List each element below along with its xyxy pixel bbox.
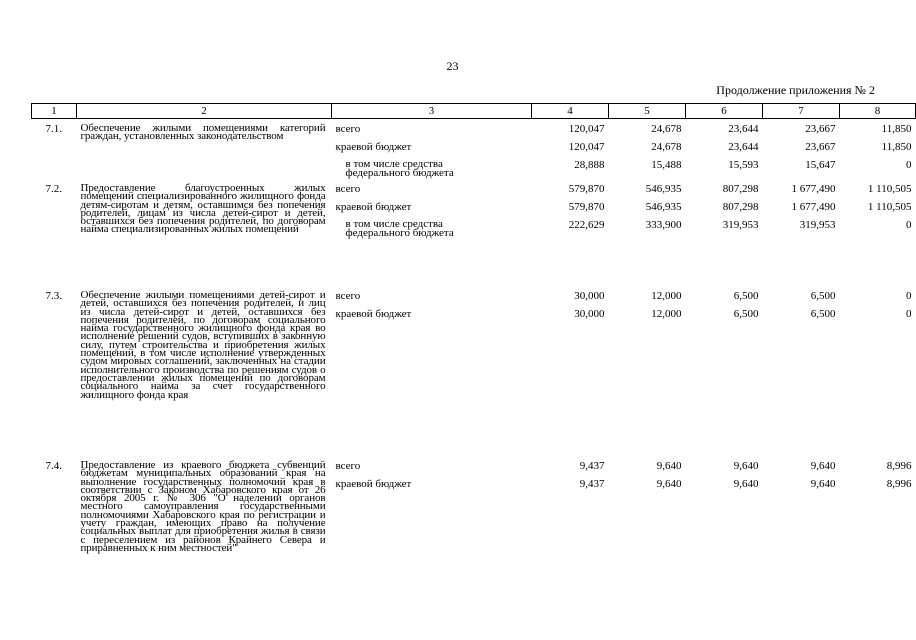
value: 120,047 xyxy=(568,123,605,135)
column-header: 2 xyxy=(77,104,332,119)
column-header: 7 xyxy=(763,104,840,119)
funding-source-label: краевой бюджет xyxy=(335,308,412,320)
column-header: 3 xyxy=(332,104,532,119)
value: 579,870 xyxy=(568,183,605,195)
value: 1 677,490 xyxy=(791,183,836,195)
value: 546,935 xyxy=(645,201,682,213)
value: 0 xyxy=(906,219,912,231)
value: 0 xyxy=(906,308,912,320)
value-cell-col5 xyxy=(609,456,686,611)
value: 11,850 xyxy=(881,123,912,135)
funding-source-label: в том числе средства федерального бюджета xyxy=(345,158,454,179)
funding-source-cell xyxy=(332,286,532,456)
value-cell-col6 xyxy=(686,179,763,286)
value: 23,667 xyxy=(805,123,836,135)
value-cell-col6 xyxy=(686,119,763,180)
value-cell-col8 xyxy=(840,286,916,456)
value: 8,996 xyxy=(886,478,912,490)
value: 28,888 xyxy=(574,159,605,171)
table-row xyxy=(32,119,916,180)
value-cell-col5 xyxy=(609,179,686,286)
item-description: Обеспечение жилыми помещениями категорий граждан, установленных законодательством xyxy=(80,122,326,143)
column-number-header-row xyxy=(32,104,916,119)
appendix-continuation-label: Продолжение приложения № 2 xyxy=(716,83,875,97)
column-header: 1 xyxy=(32,104,77,119)
value: 1 677,490 xyxy=(791,201,836,213)
value: 30,000 xyxy=(574,290,605,302)
value: 120,047 xyxy=(568,141,605,153)
value: 23,667 xyxy=(805,141,836,153)
value-cell-col5 xyxy=(609,286,686,456)
value: 807,298 xyxy=(722,201,759,213)
value-cell-col6 xyxy=(686,456,763,611)
value: 9,640 xyxy=(810,478,836,490)
value: 23,644 xyxy=(728,123,759,135)
value: 15,488 xyxy=(651,159,682,171)
value: 6,500 xyxy=(733,308,759,320)
value: 30,000 xyxy=(574,308,605,320)
value-cell-col6 xyxy=(686,286,763,456)
page-number: 23 xyxy=(446,59,459,73)
value-cell-col4 xyxy=(532,179,609,286)
value-cell-col7 xyxy=(763,456,840,611)
value: 24,678 xyxy=(651,123,682,135)
table-row xyxy=(32,286,916,456)
value: 24,678 xyxy=(651,141,682,153)
value: 6,500 xyxy=(810,290,836,302)
column-header: 6 xyxy=(686,104,763,119)
value-cell-col5 xyxy=(609,119,686,180)
funding-source-label: краевой бюджет xyxy=(335,141,412,153)
value-cell-col7 xyxy=(763,286,840,456)
value: 9,640 xyxy=(733,478,759,490)
value: 222,629 xyxy=(568,219,605,231)
value: 9,640 xyxy=(733,460,759,472)
funding-source-cell xyxy=(332,179,532,286)
value-cell-col4 xyxy=(532,286,609,456)
value: 579,870 xyxy=(568,201,605,213)
item-number: 7.3. xyxy=(45,290,62,302)
value: 1 110,505 xyxy=(867,201,912,213)
value: 6,500 xyxy=(810,308,836,320)
column-header: 8 xyxy=(840,104,916,119)
value: 0 xyxy=(906,290,912,302)
funding-source-label: краевой бюджет xyxy=(335,478,412,490)
value-cell-col7 xyxy=(763,119,840,180)
item-description: Обеспечение жилыми помещениями детей-сирот и детей, оставшихся без попечения родителей, и лиц из числа детей-сирот и детей, оставшихся без попечения родителей, по договорам социального найма государственного жилищного фонда края во исполнение решений судов, вступивших в законную силу, путем строительства и приобретения жилых помещений, в том числе исполнение утвержденных судом мировых соглашений, заключенных на стадии исполнительного производства по решениям судов о предоставлении жилых помещений по договорам социального найма за счет государственного жилищного фонда края xyxy=(80,289,326,401)
funding-source-label: всего xyxy=(335,183,361,195)
value: 6,500 xyxy=(733,290,759,302)
item-description: Предоставление благоустроенных жилых помещений специализированного жилищного фонда детям-сиротам и детям, оставшимся без попечения родителей, лицам из числа детей-сирот и детей, оставшихся без попечения родителей, по договорам найма специализированных жилых помещений xyxy=(80,182,326,236)
budget-table xyxy=(31,103,916,611)
value: 546,935 xyxy=(645,183,682,195)
value: 1 110,505 xyxy=(867,183,912,195)
table-row xyxy=(32,179,916,286)
funding-source-label: всего xyxy=(335,460,361,472)
value: 15,593 xyxy=(728,159,759,171)
value-cell-col4 xyxy=(532,456,609,611)
funding-source-label: краевой бюджет xyxy=(335,201,412,213)
value: 9,640 xyxy=(656,478,682,490)
value: 23,644 xyxy=(728,141,759,153)
value: 319,953 xyxy=(799,219,836,231)
value: 15,647 xyxy=(805,159,836,171)
item-description: Предоставление из краевого бюджета субвенций бюджетам муниципальных образований края на выполнение государственных полномочий края в соответствии с Законом Хабаровского края от 26 октября 2005 г. № 306 "О наделении органов местного самоуправления государственными полномочиями Хабаровского края по регистрации и учету граждан, имеющих право на получение социальных выплат для приобретения жилья в связи с переселением из районов Крайнего Севера и приравненных к ним местностей" xyxy=(80,459,326,554)
value: 0 xyxy=(906,159,912,171)
value: 333,900 xyxy=(645,219,682,231)
value: 8,996 xyxy=(886,460,912,472)
column-header: 4 xyxy=(532,104,609,119)
value: 9,437 xyxy=(579,478,605,490)
column-header: 5 xyxy=(609,104,686,119)
item-number: 7.4. xyxy=(45,460,62,472)
value: 9,437 xyxy=(579,460,605,472)
funding-source-cell xyxy=(332,119,532,180)
item-number: 7.2. xyxy=(45,183,62,195)
funding-source-label: всего xyxy=(335,123,361,135)
value: 807,298 xyxy=(722,183,759,195)
value-cell-col8 xyxy=(840,119,916,180)
value-cell-col8 xyxy=(840,179,916,286)
value-cell-col4 xyxy=(532,119,609,180)
value-cell-col7 xyxy=(763,179,840,286)
funding-source-label: всего xyxy=(335,290,361,302)
value: 319,953 xyxy=(722,219,759,231)
value: 11,850 xyxy=(881,141,912,153)
value: 9,640 xyxy=(656,460,682,472)
funding-source-cell xyxy=(332,456,532,611)
funding-source-label: в том числе средства федерального бюджета xyxy=(345,218,454,239)
value-cell-col8 xyxy=(840,456,916,611)
item-number: 7.1. xyxy=(45,123,62,135)
value: 9,640 xyxy=(810,460,836,472)
table-row xyxy=(32,456,916,611)
value: 12,000 xyxy=(651,290,682,302)
value: 12,000 xyxy=(651,308,682,320)
